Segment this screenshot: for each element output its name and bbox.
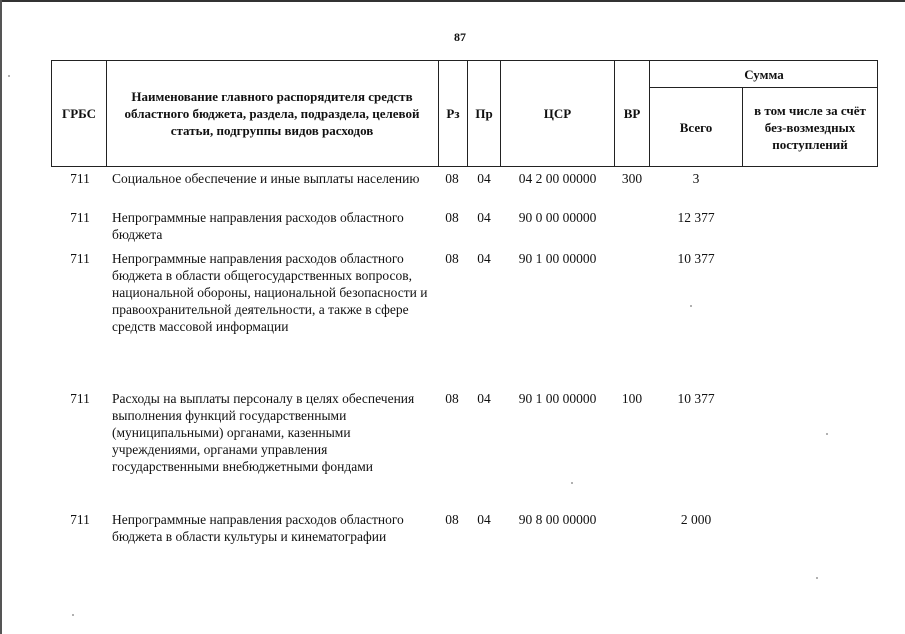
scan-speck xyxy=(8,75,10,77)
cell-rz: 08 xyxy=(445,251,459,266)
cell-total: 2 000 xyxy=(680,512,712,527)
cell-csr: 04 2 00 00000 xyxy=(518,171,597,186)
page-edge-left xyxy=(0,0,2,634)
cell-vr: 300 xyxy=(621,171,643,186)
header-total: Всего xyxy=(679,119,713,135)
cell-csr: 90 0 00 00000 xyxy=(518,210,597,225)
header-incl-free: в том числе за счёт без-возмездных поступлений xyxy=(754,102,866,152)
cell-grbs: 711 xyxy=(70,251,90,266)
header-csr: ЦСР xyxy=(543,106,572,121)
cell-pr: 04 xyxy=(477,251,491,266)
scan-speck xyxy=(826,433,828,435)
cell-csr: 90 1 00 00000 xyxy=(518,391,597,406)
header-divider xyxy=(106,61,107,166)
cell-csr: 90 1 00 00000 xyxy=(518,251,597,266)
cell-rz: 08 xyxy=(445,210,459,225)
cell-pr: 04 xyxy=(477,391,491,406)
page-edge-top xyxy=(0,0,905,2)
scan-speck xyxy=(816,577,818,579)
scan-speck xyxy=(72,614,74,616)
cell-csr: 90 8 00 00000 xyxy=(518,512,597,527)
cell-pr: 04 xyxy=(477,512,491,527)
cell-total: 12 377 xyxy=(677,210,715,225)
cell-pr: 04 xyxy=(477,210,491,225)
header-sum: Сумма xyxy=(744,66,784,82)
header-divider xyxy=(742,88,743,166)
header-name: Наименование главного распорядителя средств областного бюджета, раздела, подраздела, целевой статьи, подгруппы видов расходов xyxy=(124,89,420,138)
cell-rz: 08 xyxy=(445,391,459,406)
cell-vr: 100 xyxy=(621,391,643,406)
cell-rz: 08 xyxy=(445,512,459,527)
cell-name: Расходы на выплаты персоналу в целях обеспечения выполнения функций государственными (муниципальными) органами, казенными учреждениями, органами управления государственными внебюджетными фондами xyxy=(112,391,415,474)
cell-grbs: 711 xyxy=(70,512,90,527)
header-vr: ВР xyxy=(623,106,641,121)
cell-pr: 04 xyxy=(477,171,491,186)
cell-total: 10 377 xyxy=(677,391,715,406)
scan-speck xyxy=(690,305,692,307)
cell-name: Непрограммные направления расходов областного бюджета в области общегосударственных вопросов, национальной обороны, национальной безопасности и правоохранительной деятельности, а также в сфере средств массовой информации xyxy=(112,251,428,334)
cell-name: Социальное обеспечение и иные выплаты населению xyxy=(112,171,420,186)
scan-speck xyxy=(571,482,573,484)
cell-total: 10 377 xyxy=(677,251,715,266)
cell-total: 3 xyxy=(692,171,700,186)
cell-grbs: 711 xyxy=(70,391,90,406)
header-rz: Рз xyxy=(446,106,460,121)
cell-grbs: 711 xyxy=(70,210,90,225)
cell-name: Непрограммные направления расходов областного бюджета в области культуры и кинематографии xyxy=(112,512,404,544)
cell-rz: 08 xyxy=(445,171,459,186)
page-number: 87 xyxy=(454,30,466,44)
header-pr: Пр xyxy=(475,106,493,121)
header-grbs: ГРБС xyxy=(61,106,97,121)
cell-name: Непрограммные направления расходов областного бюджета xyxy=(112,210,404,242)
cell-grbs: 711 xyxy=(70,171,90,186)
table-header xyxy=(51,60,878,167)
